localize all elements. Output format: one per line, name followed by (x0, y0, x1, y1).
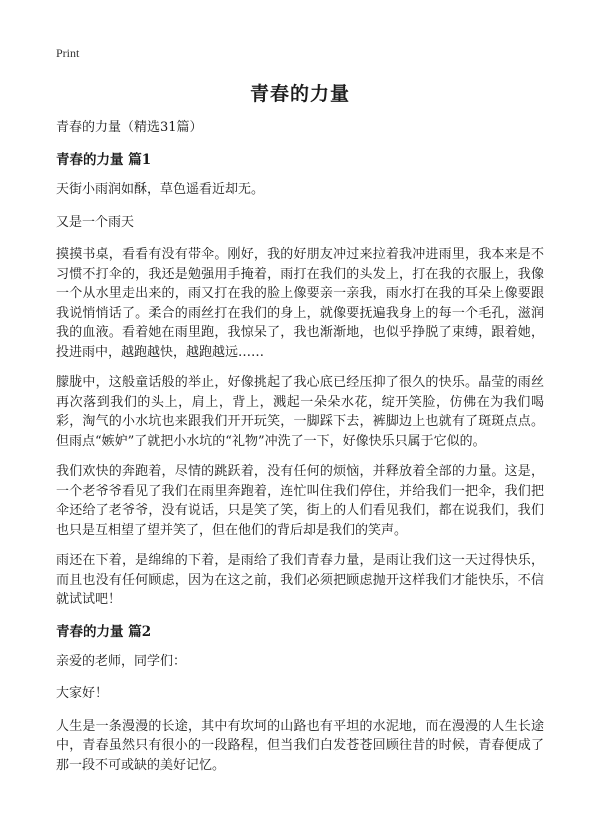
print-link[interactable]: Print (56, 46, 80, 60)
paragraph: 亲爱的老师，同学们： (56, 653, 187, 669)
document-subtitle: 青春的力量（精选31篇） (56, 120, 203, 135)
section-1 (56, 150, 544, 610)
section-heading: 青春的力量 篇2 (56, 623, 152, 640)
paragraph: 朦胧中，这般童话般的举止，好像挑起了我心底已经压抑了很久的快乐。晶莹的雨丝再次落到我们的头上，肩上，背上，溅起一朵朵水花，绽开笑脸，仿佛在为我们喝彩，淘气的小水坑也来跟我们开开玩笑，一脚踩下去，裤脚边上也就有了斑斑点点。但雨点“嫉妒”了就把小水坑的“礼物”冲洗了一下，好像快乐只属于它似的。 (56, 375, 544, 449)
paragraph: 我们欢快的奔跑着，尽情的跳跃着，没有任何的烦恼，并释放着全部的力量。这是，一个老爷爷看见了我们在雨里奔跑着，连忙叫住我们停住，并给我们一把伞，我们把伞还给了老爷爷，没有说话，只是笑了笑，街上的人们看见我们，都在说我们，我们也只是互相望了望并笑了，但在他们的背后却是我们的笑声。 (56, 464, 544, 538)
paragraph: 又是一个雨天 (56, 214, 135, 230)
document-title: 青春的力量 (249, 83, 350, 105)
document-body (56, 118, 544, 786)
section-heading: 青春的力量 篇1 (56, 152, 152, 168)
section-2 (56, 622, 544, 776)
paragraph: 雨还在下着，是绵绵的下着，是雨给了我们青春力量，是雨让我们这一天过得快乐，而且也没有任何顾虑，因为在这之前，我们必须把顾虑抛开这样我们才能快乐，不信就试试吧！ (56, 553, 544, 607)
paragraph: 大家好！ (56, 686, 109, 701)
paragraph: 人生是一条漫漫的长途，其中有坎坷的山路也有平坦的水泥地，而在漫漫的人生长途中，青春虽然只有很小的一段路程，但当我们白发苍苍回顾往昔的时候，青春便成了那一段不可或缺的美好记忆。 (56, 718, 544, 773)
paragraph: 摸摸书桌，看看有没有带伞。刚好，我的好朋友冲过来拉着我冲进雨里，我本来是不习惯不打伞的，我还是勉强用手掩着，雨打在我们的头发上，打在我的衣服上，我像一个从水里走出来的，雨又打在我的脸上像要亲一亲我，雨水打在我的耳朵上像要跟我说悄悄话了。柔合的雨丝打在我们的身上，就像要抚遍我身上的每一个毛孔，滋润我的血液。看着她在雨里跑，我惊呆了，我也渐渐地，也似乎挣脱了束缚，跟着她，投进雨中，越跑越快，越跑越远…… (56, 247, 544, 360)
paragraph: 天街小雨润如酥，草色遥看近却无。 (56, 182, 265, 197)
